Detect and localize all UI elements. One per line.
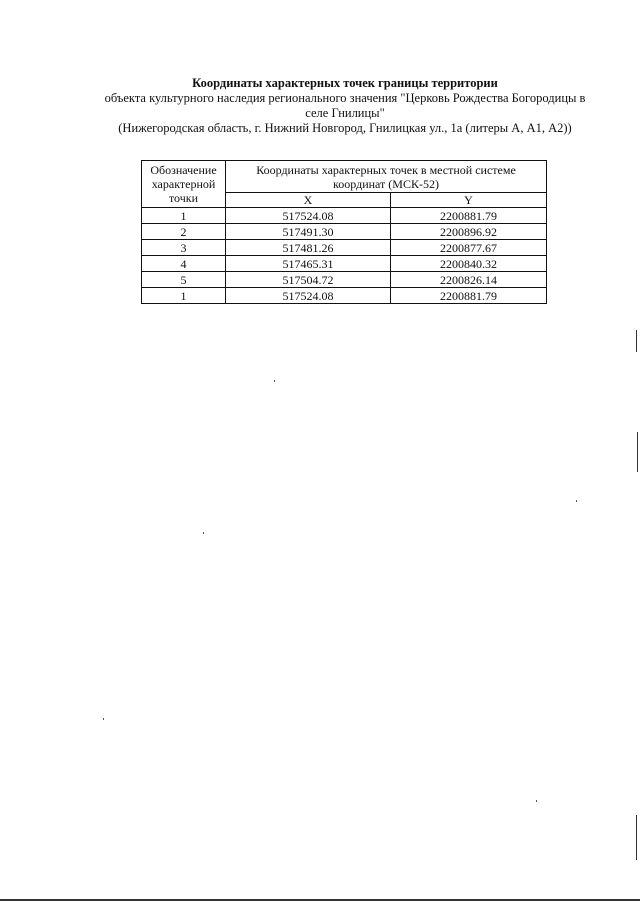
table-row [142, 272, 547, 288]
table-row [142, 240, 547, 256]
scan-speck [274, 380, 275, 382]
table-header-row [142, 161, 547, 193]
cell-y: 2200826.14 [391, 272, 547, 288]
scan-speck [203, 532, 204, 534]
cell-x: 517481.26 [226, 240, 391, 256]
cell-y: 2200881.79 [391, 288, 547, 304]
table-header [142, 161, 547, 208]
cell-x: 517524.08 [226, 208, 391, 224]
scan-speck [536, 800, 537, 802]
header-group-line: координат (МСК-52) [333, 177, 439, 191]
document-subtitle-line-2: селе Гнилицы" [305, 106, 385, 120]
cell-y: 2200840.32 [391, 256, 547, 272]
header-y: Y [391, 193, 547, 208]
header-point-line: Обозначение [150, 163, 217, 177]
cell-point: 2 [142, 224, 226, 240]
document-subtitle-line-1: объекта культурного наследия регионального значения "Церковь Рождества Богородицы в [104, 91, 586, 105]
cell-point: 1 [142, 208, 226, 224]
document-title: Координаты характерных точек границы территории [192, 76, 498, 90]
header-coordinates-group [226, 161, 547, 193]
cell-y: 2200881.79 [391, 208, 547, 224]
table-row [142, 288, 547, 304]
scan-edge-line [637, 432, 638, 472]
table-row [142, 224, 547, 240]
cell-y: 2200877.67 [391, 240, 547, 256]
cell-x: 517465.31 [226, 256, 391, 272]
cell-x: 517524.08 [226, 288, 391, 304]
cell-point: 5 [142, 272, 226, 288]
header-point-designation [142, 161, 226, 208]
scan-speck [103, 718, 104, 720]
header-x: X [226, 193, 391, 208]
table-row [142, 208, 547, 224]
header-point-line: характерной [151, 177, 216, 191]
scan-edge-line [0, 899, 640, 901]
scan-edge-line [636, 815, 637, 860]
table-row [142, 256, 547, 272]
cell-point: 1 [142, 288, 226, 304]
cell-x: 517491.30 [226, 224, 391, 240]
scan-edge-line [636, 330, 637, 352]
header-point-line: точки [168, 191, 199, 205]
scan-speck [576, 500, 577, 502]
coordinates-table [141, 160, 547, 304]
cell-point: 3 [142, 240, 226, 256]
cell-x: 517504.72 [226, 272, 391, 288]
cell-y: 2200896.92 [391, 224, 547, 240]
document-header [80, 76, 610, 136]
header-group-line: Координаты характерных точек в местной системе [256, 163, 516, 177]
document-address: (Нижегородская область, г. Нижний Новгород, Гнилицкая ул., 1а (литеры А, А1, А2)) [118, 121, 572, 135]
table-body [142, 208, 547, 304]
cell-point: 4 [142, 256, 226, 272]
